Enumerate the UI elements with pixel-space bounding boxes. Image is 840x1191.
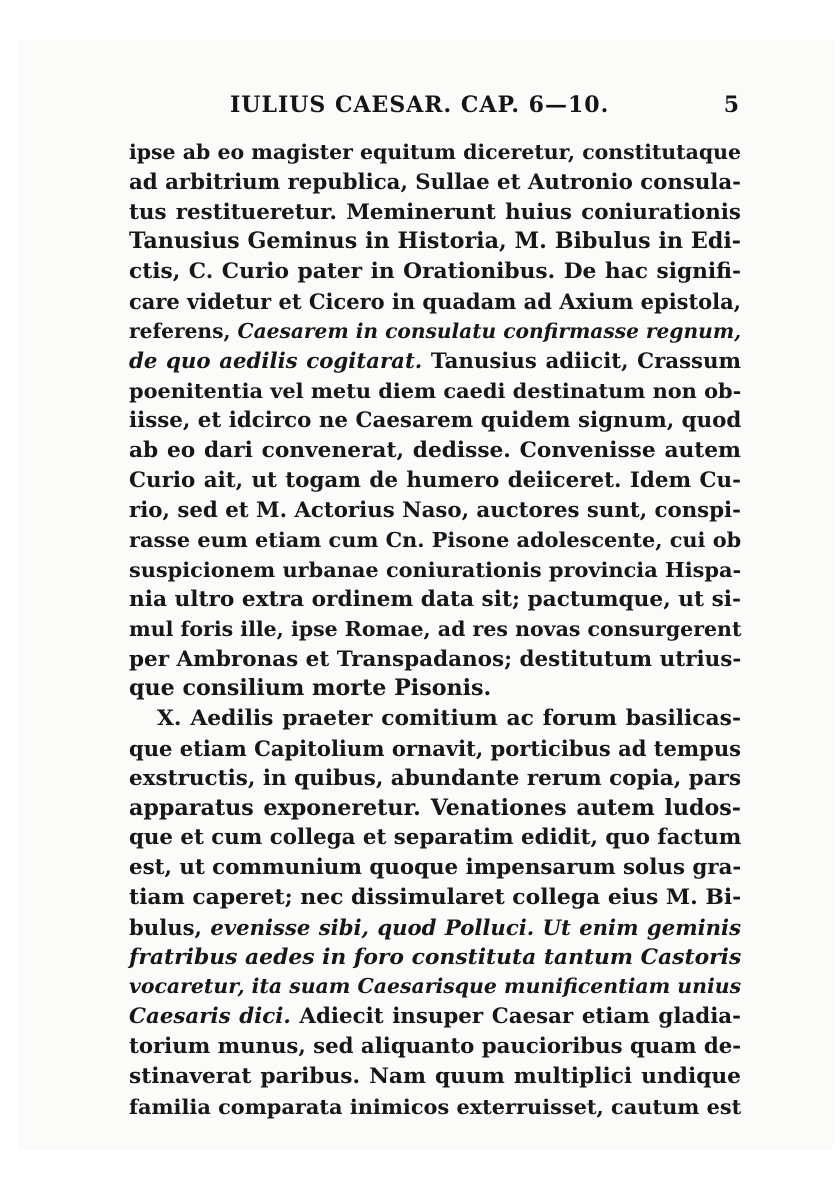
text-line: care videtur et Cicero in quadam ad Axium epistola, [129, 288, 741, 314]
section-start-line: X. Aedilis praeter comitium ac forum basilicas- [157, 706, 741, 732]
text-line: ab eo dari convenerat, dedisse. Convenisse autem [129, 437, 741, 463]
text-line: tiam caperet; nec dissimularet collega eius M. Bi- [129, 883, 742, 910]
text-line: que etiam Capitolium ornavit, porticibus ad tempus [129, 735, 741, 761]
text-line [129, 347, 741, 377]
text-line: stinaverat paribus. Nam quum multiplici undique [129, 1063, 741, 1089]
text-line [129, 1002, 741, 1032]
text-line: iisse, et idcirco ne Caesarem quidem signum, quod [129, 408, 742, 434]
text-line [129, 317, 741, 347]
text-roman: referens, [129, 318, 238, 343]
text-italic-quote: de quo aedilis cogitarat. [129, 348, 423, 374]
text-line [129, 943, 741, 973]
text-italic-quote: vocaretur, ita suam Caesarisque munificentiam unius [129, 974, 742, 999]
text-line: rio, sed et M. Actorius Naso, auctores sunt, conspi- [129, 497, 741, 523]
text-line: ad arbitrium republica, Sullae et Autronio consula- [129, 169, 741, 195]
text-italic-quote: evenisse sibi, quod Polluci. Ut enim geminis [210, 914, 741, 940]
text-line: Tanusius Geminus in Historia, M. Bibulus in Edi- [129, 228, 741, 255]
text-line [129, 972, 741, 1002]
text-roman: Adiecit insuper Caesar etiam gladia- [290, 1004, 741, 1030]
running-title: IULIUS CAESAR. CAP. 6—10. [230, 92, 610, 118]
text-line: exstructis, in quibus, abundante rerum copia, pars [129, 765, 742, 791]
text-line: nia ultro extra ordinem data sit; pactumque, ut si- [129, 586, 741, 612]
text-line: Curio ait, ut togam de humero deiiceret. Idem Cu- [129, 467, 741, 493]
text-line: ctis, C. Curio pater in Orationibus. De hac signifi- [129, 259, 741, 285]
text-line: per Ambronas et Transpadanos; destitutum utrius- [129, 646, 742, 672]
text-line: tus restitueretur. Meminerunt huius coniurationis [129, 199, 741, 225]
text-italic-quote: Caesarem in consulatu confirmasse regnum, [237, 318, 742, 343]
body-text [129, 138, 741, 1121]
text-line: rasse eum etiam cum Cn. Pisone adolescente, cui ob [129, 527, 742, 553]
text-line: suspicionem urbanae coniurationis provincia Hispa- [129, 557, 742, 583]
text-roman: bulus, [129, 914, 211, 940]
text-line: mul foris ille, ipse Romae, ad res novas consurgerent [129, 616, 742, 641]
text-line [129, 913, 741, 943]
text-line: familia comparata inimicos exterruisset, cautum est [129, 1093, 742, 1119]
page-number: 5 [723, 92, 740, 118]
text-line: que et cum collega et separatim edidit, quo factum [129, 825, 742, 851]
text-italic-quote: fratribus aedes in foro constituta tantum Castoris [129, 943, 742, 970]
text-line: apparatus exponeretur. Venationes autem ludos- [129, 794, 741, 821]
text-line: torium munus, sed aliquanto paucioribus quam de- [129, 1033, 742, 1059]
text-line: que consilium morte Pisonis. [129, 675, 492, 702]
text-line: poenitentia vel metu diem caedi destinatum non ob- [129, 378, 742, 404]
text-italic-quote: Caesaris dici. [129, 1004, 291, 1030]
text-line: ipse ab eo magister equitum diceretur, constitutaque [129, 140, 741, 164]
text-line: est, ut communium quoque impensarum solus gra- [129, 855, 742, 881]
running-header [230, 92, 740, 122]
text-roman: Tanusius adiicit, Crassum [422, 348, 741, 374]
